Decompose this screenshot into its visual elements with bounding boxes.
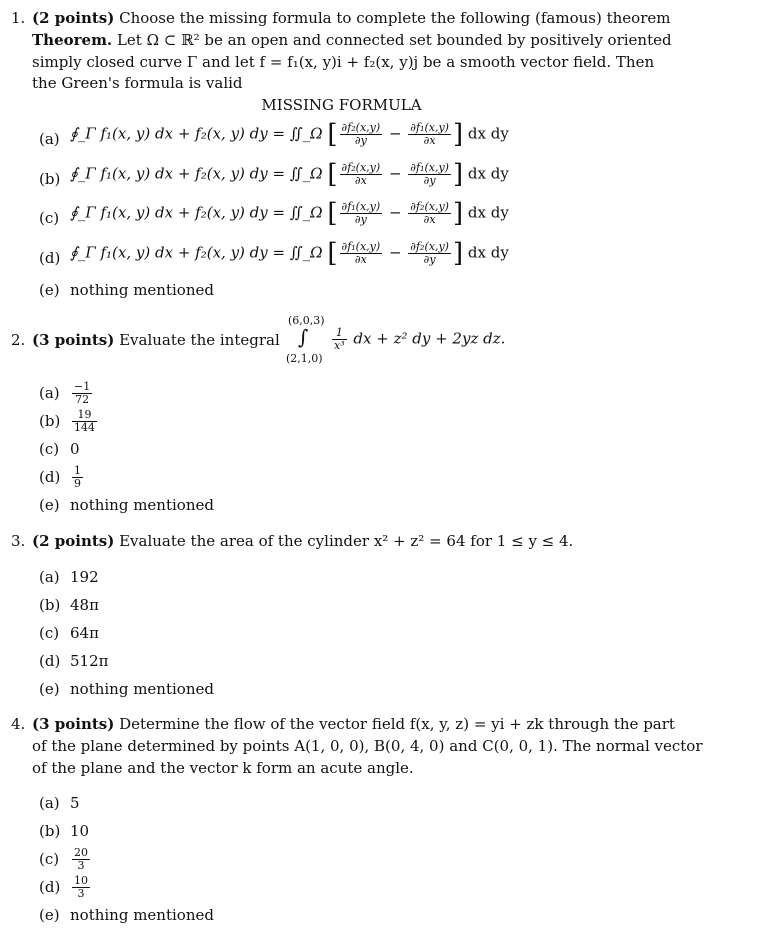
question-4-line2: of the plane determined by points A(1, 0, 0), B(0, 4, 0) and C(0, 0, 1). The normal vector bbox=[32, 737, 703, 755]
bracket-close: ] bbox=[452, 238, 464, 269]
q3-option-c-label[interactable]: (c) bbox=[39, 624, 60, 642]
q1-option-d-frac2: $\frac{\text{∂f₂(x,y)}}{\partial y}$ bbox=[410, 240, 449, 266]
bracket-close: ] bbox=[452, 159, 464, 190]
question-2-header bbox=[32, 331, 280, 349]
q1-option-e-label[interactable]: (e) bbox=[39, 281, 60, 299]
question-1-line2: Let Ω ⊂ ℝ² be an open and connected set bounded by positively oriented bbox=[116, 31, 672, 49]
q4-option-c-label[interactable]: (c) bbox=[39, 850, 60, 868]
bracket-close: ] bbox=[452, 119, 464, 150]
integral-upper-limit: (6,0,3) bbox=[288, 314, 325, 327]
q1-option-b-formula: ∮_Γ f₁(x, y) dx + f₂(x, y) dy = ∬_Ω [ $\frac{\text{∂f₂(x,y)}}{\partial x}$ − $\frac{\text{∂f₁(x,y)}}{\partial y}$ ] dx dy bbox=[70, 159, 509, 190]
q1-option-c-lhs: ∮_Γ f₁(x, y) dx + f₂(x, y) dy = ∬_Ω bbox=[70, 203, 323, 222]
question-3-text: Evaluate the area of the cylinder x² + z² = 64 for 1 ≤ y ≤ 4. bbox=[119, 532, 574, 550]
q3-option-b-label[interactable]: (b) bbox=[39, 596, 61, 614]
q1-option-d-label[interactable]: (d) bbox=[39, 249, 61, 267]
q3-option-b-value: 48π bbox=[70, 596, 99, 614]
q4-option-b-label[interactable]: (b) bbox=[39, 822, 61, 840]
q1-option-e-text: nothing mentioned bbox=[70, 281, 214, 299]
q4-option-e-label[interactable]: (e) bbox=[39, 906, 60, 924]
q1-option-d-lhs: ∮_Γ f₁(x, y) dx + f₂(x, y) dy = ∬_Ω bbox=[70, 243, 323, 262]
q3-option-e-text: nothing mentioned bbox=[70, 680, 214, 698]
integrand-rest: dx + z² dy + 2yz dz. bbox=[353, 329, 506, 348]
q1-option-c-formula: ∮_Γ f₁(x, y) dx + f₂(x, y) dy = ∬_Ω [ $\frac{\text{∂f₁(x,y)}}{\partial y}$ − $\frac{\text{∂f₂(x,y)}}{\partial x}$ ] dx dy bbox=[70, 198, 509, 229]
question-1-points: (2 points) bbox=[32, 9, 115, 27]
q2-option-a-value: $\frac{-1}{72}$ bbox=[74, 380, 91, 406]
q4-option-d-value: $\frac{10}{3}$ bbox=[74, 874, 88, 900]
q1-option-a-frac1: $\frac{\text{∂f₂(x,y)}}{\partial y}$ bbox=[341, 121, 381, 147]
q2-option-c-label[interactable]: (c) bbox=[39, 440, 60, 458]
q1-option-a-frac2: $\frac{\text{∂f₁(x,y)}}{\partial x}$ bbox=[410, 121, 449, 147]
question-4-points: (3 points) bbox=[32, 715, 115, 733]
q1-option-a-formula: ∮_Γ f₁(x, y) dx + f₂(x, y) dy = ∬_Ω [ $\frac{\text{∂f₂(x,y)}}{\partial y}$ − $\frac{\text{∂f₁(x,y)}}{\partial x}$ ] dx dy bbox=[70, 119, 509, 150]
q2-option-c-value: 0 bbox=[70, 440, 80, 458]
question-4-line1: Determine the flow of the vector field f(x, y, z) = yi + zk through the part bbox=[119, 715, 675, 733]
q3-option-d-label[interactable]: (d) bbox=[39, 652, 61, 670]
q4-option-b-value: 10 bbox=[70, 822, 90, 840]
q1-option-a-lhs: ∮_Γ f₁(x, y) dx + f₂(x, y) dy = ∬_Ω bbox=[70, 124, 323, 143]
q2-option-b-value: $\frac{19}{144}$ bbox=[74, 408, 95, 434]
question-4-number: 4. bbox=[11, 715, 26, 733]
question-2-text: Evaluate the integral bbox=[119, 331, 280, 349]
integrand-fraction: $\frac{1}{\text{x³}}$ bbox=[334, 326, 345, 352]
q3-option-d-value: 512π bbox=[70, 652, 109, 670]
q4-option-a-value: 5 bbox=[70, 794, 80, 812]
q1-option-a-label[interactable]: (a) bbox=[39, 130, 60, 148]
q4-option-c-value: $\frac{20}{3}$ bbox=[74, 846, 88, 872]
q1-option-b-frac2: $\frac{\text{∂f₁(x,y)}}{\partial y}$ bbox=[410, 161, 449, 187]
question-1-header bbox=[32, 9, 670, 27]
q3-option-a-value: 192 bbox=[70, 568, 99, 586]
q1-option-d-tail: dx dy bbox=[467, 243, 509, 262]
bracket-open: [ bbox=[327, 119, 338, 150]
q2-option-d-value: $\frac{1}{9}$ bbox=[74, 464, 81, 490]
q1-option-d-frac1: $\frac{\text{∂f₁(x,y)}}{\partial x}$ bbox=[341, 240, 381, 266]
question-1-intro: Choose the missing formula to complete the following (famous) theorem bbox=[119, 9, 671, 27]
q3-option-c-value: 64π bbox=[70, 624, 99, 642]
q1-option-c-frac1: $\frac{\text{∂f₁(x,y)}}{\partial y}$ bbox=[341, 200, 381, 226]
q4-option-d-label[interactable]: (d) bbox=[39, 878, 61, 896]
integral-lower-limit: (2,1,0) bbox=[286, 352, 323, 365]
question-3-header bbox=[32, 532, 573, 550]
q2-option-e-label[interactable]: (e) bbox=[39, 496, 60, 514]
theorem-label: Theorem. bbox=[32, 31, 113, 49]
question-4-line3: of the plane and the vector k form an acute angle. bbox=[32, 759, 414, 777]
q2-option-a-label[interactable]: (a) bbox=[39, 384, 60, 402]
bracket-close: ] bbox=[452, 198, 464, 229]
q4-option-a-label[interactable]: (a) bbox=[39, 794, 60, 812]
bracket-open: [ bbox=[327, 238, 338, 269]
q1-option-b-lhs: ∮_Γ f₁(x, y) dx + f₂(x, y) dy = ∬_Ω bbox=[70, 164, 323, 183]
q1-option-b-label[interactable]: (b) bbox=[39, 170, 61, 188]
q1-option-b-tail: dx dy bbox=[467, 164, 509, 183]
q1-option-b-frac1: $\frac{\text{∂f₂(x,y)}}{\partial x}$ bbox=[341, 161, 381, 187]
q1-option-c-frac2: $\frac{\text{∂f₂(x,y)}}{\partial x}$ bbox=[410, 200, 449, 226]
question-4-header bbox=[32, 715, 675, 733]
question-1-theorem-line bbox=[32, 31, 672, 49]
question-1-line3: simply closed curve Γ and let f = f₁(x, y)i + f₂(x, y)j be a smooth vector field. Then bbox=[32, 53, 655, 71]
missing-formula-label: MISSING FORMULA bbox=[261, 96, 422, 114]
q1-option-c-tail: dx dy bbox=[467, 203, 509, 222]
q3-option-a-label[interactable]: (a) bbox=[39, 568, 60, 586]
question-3-points: (2 points) bbox=[32, 532, 115, 550]
question-1-line4: the Green's formula is valid bbox=[32, 74, 243, 92]
question-3-number: 3. bbox=[11, 532, 26, 550]
question-2-integrand bbox=[330, 327, 505, 352]
question-2-number: 2. bbox=[11, 331, 26, 349]
bracket-open: [ bbox=[327, 159, 338, 190]
integral-sign: ∫ bbox=[298, 325, 309, 349]
q4-option-e-text: nothing mentioned bbox=[70, 906, 214, 924]
q1-option-d-formula: ∮_Γ f₁(x, y) dx + f₂(x, y) dy = ∬_Ω [ $\frac{\text{∂f₁(x,y)}}{\partial x}$ − $\frac{\text{∂f₂(x,y)}}{\partial y}$ ] dx dy bbox=[70, 238, 509, 269]
q2-option-b-label[interactable]: (b) bbox=[39, 412, 61, 430]
q1-option-a-tail: dx dy bbox=[467, 124, 509, 143]
q2-option-e-text: nothing mentioned bbox=[70, 496, 214, 514]
q1-option-c-label[interactable]: (c) bbox=[39, 209, 60, 227]
bracket-open: [ bbox=[327, 198, 338, 229]
q3-option-e-label[interactable]: (e) bbox=[39, 680, 60, 698]
q2-option-d-label[interactable]: (d) bbox=[39, 468, 61, 486]
question-2-points: (3 points) bbox=[32, 331, 115, 349]
question-1-number: 1. bbox=[11, 9, 26, 27]
